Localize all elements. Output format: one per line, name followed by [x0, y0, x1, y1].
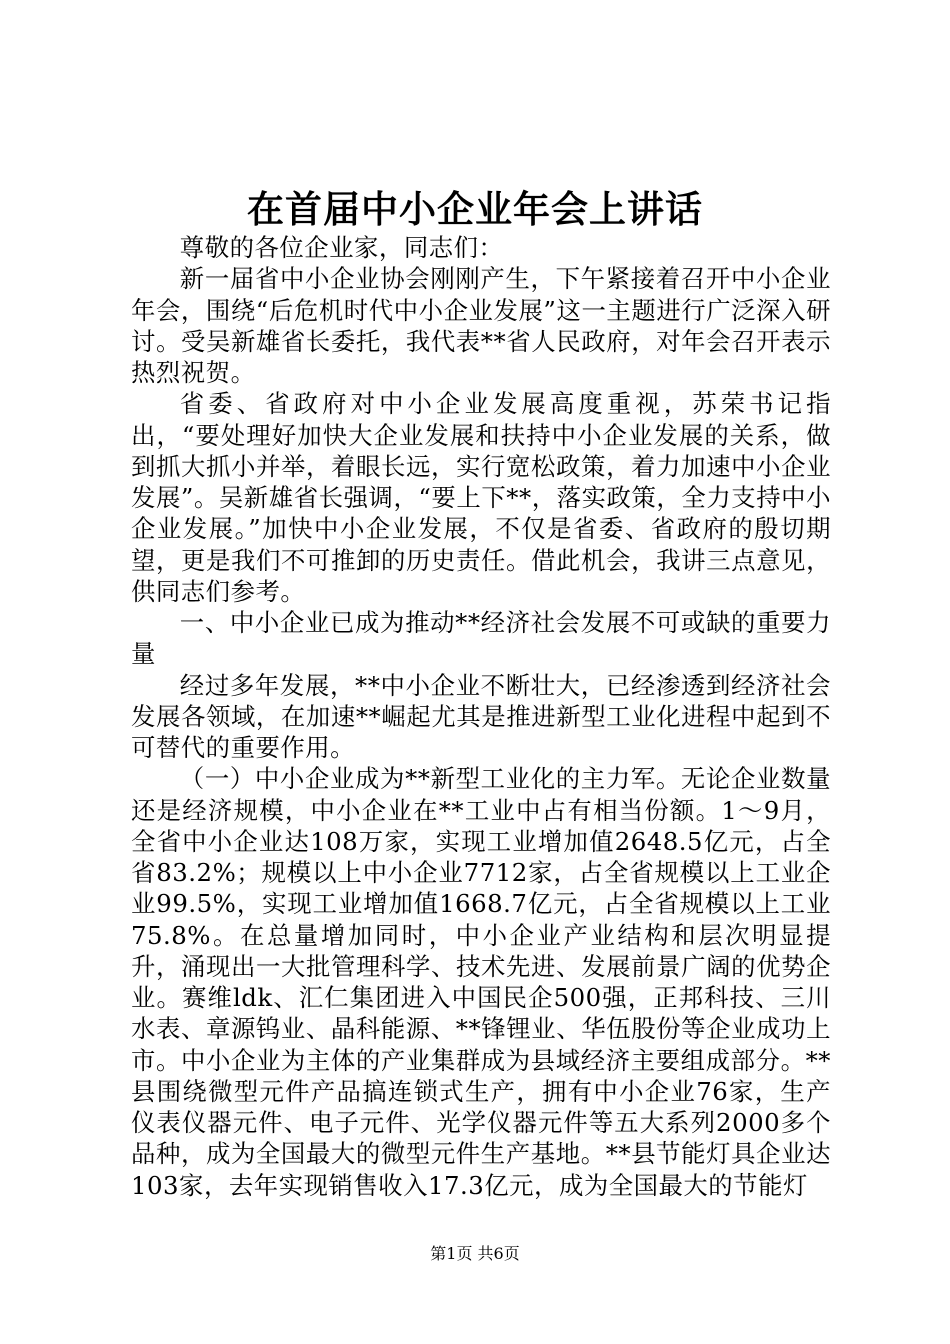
section-heading: 一、中小企业已成为推动**经济社会发展不可或缺的重要力量 — [131, 608, 831, 669]
body-paragraph: 省委、省政府对中小企业发展高度重视，苏荣书记指出，“要处理好加快大企业发展和扶持中小企业发展的关系，做到抓大抓小并举，着眼长远，实行宽松政策，着力加速中小企业发展”。吴新雄省长强调，“要上下**，落实政策，全力支持中小企业发展。”加快中小企业发展，不仅是省委、省政府的殷切期望，更是我们不可推卸的历史责任。借此机会，我讲三点意见，供同志们参考。 — [131, 389, 831, 606]
document-body — [131, 232, 831, 1201]
body-paragraph: 新一届省中小企业协会刚刚产生，下午紧接着召开中小企业年会，围绕“后危机时代中小企业发展”这一主题进行广泛深入研讨。受吴新雄省长委托，我代表**省人民政府，对年会召开表示热烈祝贺。 — [131, 264, 831, 387]
body-paragraph: 经过多年发展，**中小企业不断壮大，已经渗透到经济社会发展各领域，在加速**崛起尤其是推进新型工业化进程中起到不可替代的重要作用。 — [131, 670, 831, 762]
document-title: 在首届中小企业年会上讲话 — [247, 187, 703, 231]
body-paragraph: （一）中小企业成为**新型工业化的主力军。无论企业数量还是经济规模，中小企业在**工业中占有相当份额。1～9月，全省中小企业达108万家，实现工业增加值2648.5亿元，占全省83.2%；规模以上中小企业7712家，占全省规模以上工业企业99.5%，实现工业增加值1668.7亿元，占全省规模以上工业75.8%。在总量增加同时，中小企业产业结构和层次明显提升，涌现出一大批管理科学、技术先进、发展前景广阔的优势企业。赛维ldk、汇仁集团进入中国民企500强，正邦科技、三川水表、章源钨业、晶科能源、**锋锂业、华伍股份等企业成功上市。中小企业为主体的产业集群成为县域经济主要组成部分。**县围绕微型元件产品搞连锁式生产，拥有中小企业76家，生产仪表仪器元件、电子元件、光学仪器元件等五大系列2000多个品种，成为全国最大的微型元件生产基地。**县节能灯具企业达103家，去年实现销售收入17.3亿元，成为全国最大的节能灯 — [131, 764, 831, 1200]
salutation-paragraph: 尊敬的各位企业家，同志们： — [179, 233, 504, 262]
page-number-footer: 第1页 共6页 — [430, 1244, 520, 1263]
